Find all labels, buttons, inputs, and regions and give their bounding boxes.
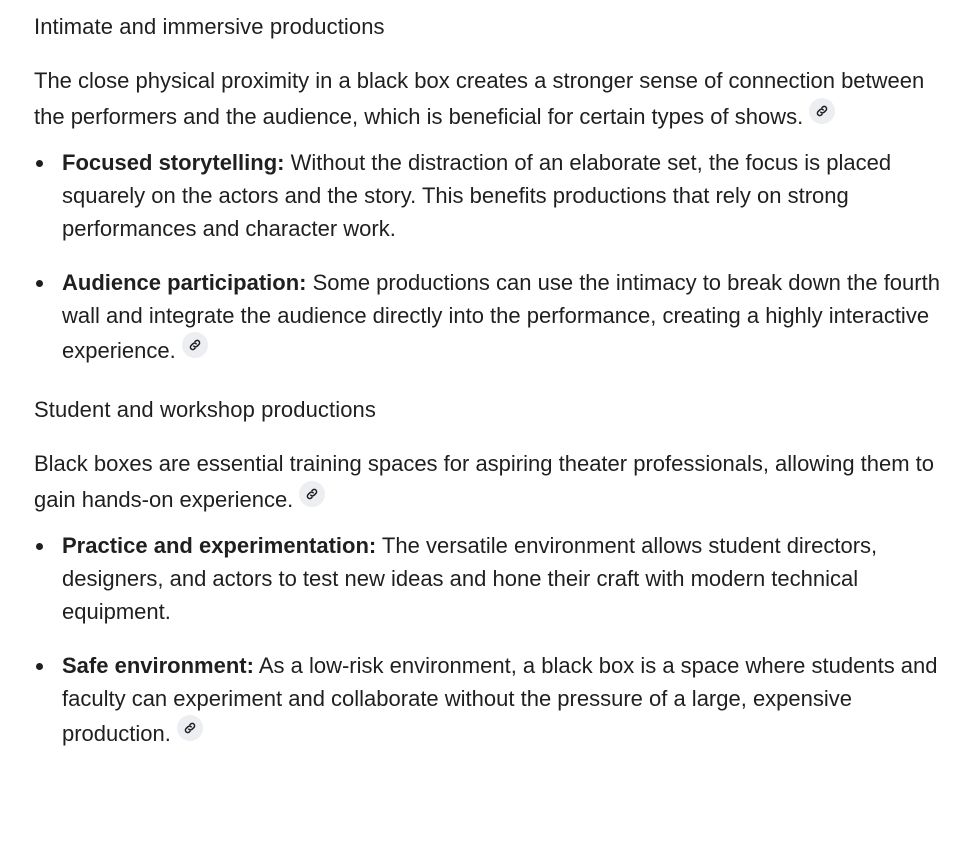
link-icon: [815, 104, 829, 118]
list-item: [34, 146, 946, 245]
section-intro-text: The close physical proximity in a black box creates a stronger sense of connection between the performers and the audience, which is beneficial for certain types of shows.: [34, 68, 925, 129]
bullet-term: Audience participation:: [62, 270, 307, 295]
list-item: [34, 266, 946, 367]
bullet-term: Focused storytelling:: [62, 150, 285, 175]
bullet-dot: [36, 280, 43, 287]
link-icon: [305, 487, 319, 501]
bullet-dot: [36, 160, 43, 167]
section-heading-intimate: Intimate and immersive productions: [34, 14, 385, 39]
bullet-text: The versatile environment allows student directors, designers, and actors to test new ideas and hone their craft with modern technical equipment.: [62, 533, 878, 624]
section-intro-intimate: [34, 64, 946, 134]
section-heading-student: Student and workshop productions: [34, 397, 376, 422]
bullet-term: Safe environment:: [62, 653, 254, 678]
bullet-dot: [36, 543, 43, 550]
list-item: [34, 529, 946, 628]
list-item: [34, 649, 946, 750]
bullet-term: Practice and experimentation:: [62, 533, 377, 558]
bullet-text: Some productions can use the intimacy to break down the fourth wall and integrate the audience directly into the performance, creating a highly interactive experience.: [62, 270, 940, 363]
section-intro-student: [34, 447, 946, 517]
bullet-list-student: [34, 529, 946, 750]
link-icon: [188, 338, 202, 352]
bullet-text: As a low-risk environment, a black box is a space where students and faculty can experiment and collaborate without the pressure of a large, expensive production.: [62, 653, 938, 746]
bullet-dot: [36, 663, 43, 670]
citation-link-button[interactable]: [809, 98, 835, 124]
link-icon: [183, 721, 197, 735]
bullet-text: Without the distraction of an elaborate set, the focus is placed squarely on the actors and the story. This benefits productions that rely on strong performances and character work.: [62, 150, 892, 241]
section-intro-text: Black boxes are essential training spaces for aspiring theater professionals, allowing them to gain hands-on experience.: [34, 451, 935, 512]
citation-link-button[interactable]: [177, 715, 203, 741]
citation-link-button[interactable]: [299, 481, 325, 507]
citation-link-button[interactable]: [182, 332, 208, 358]
bullet-list-intimate: [34, 146, 946, 367]
